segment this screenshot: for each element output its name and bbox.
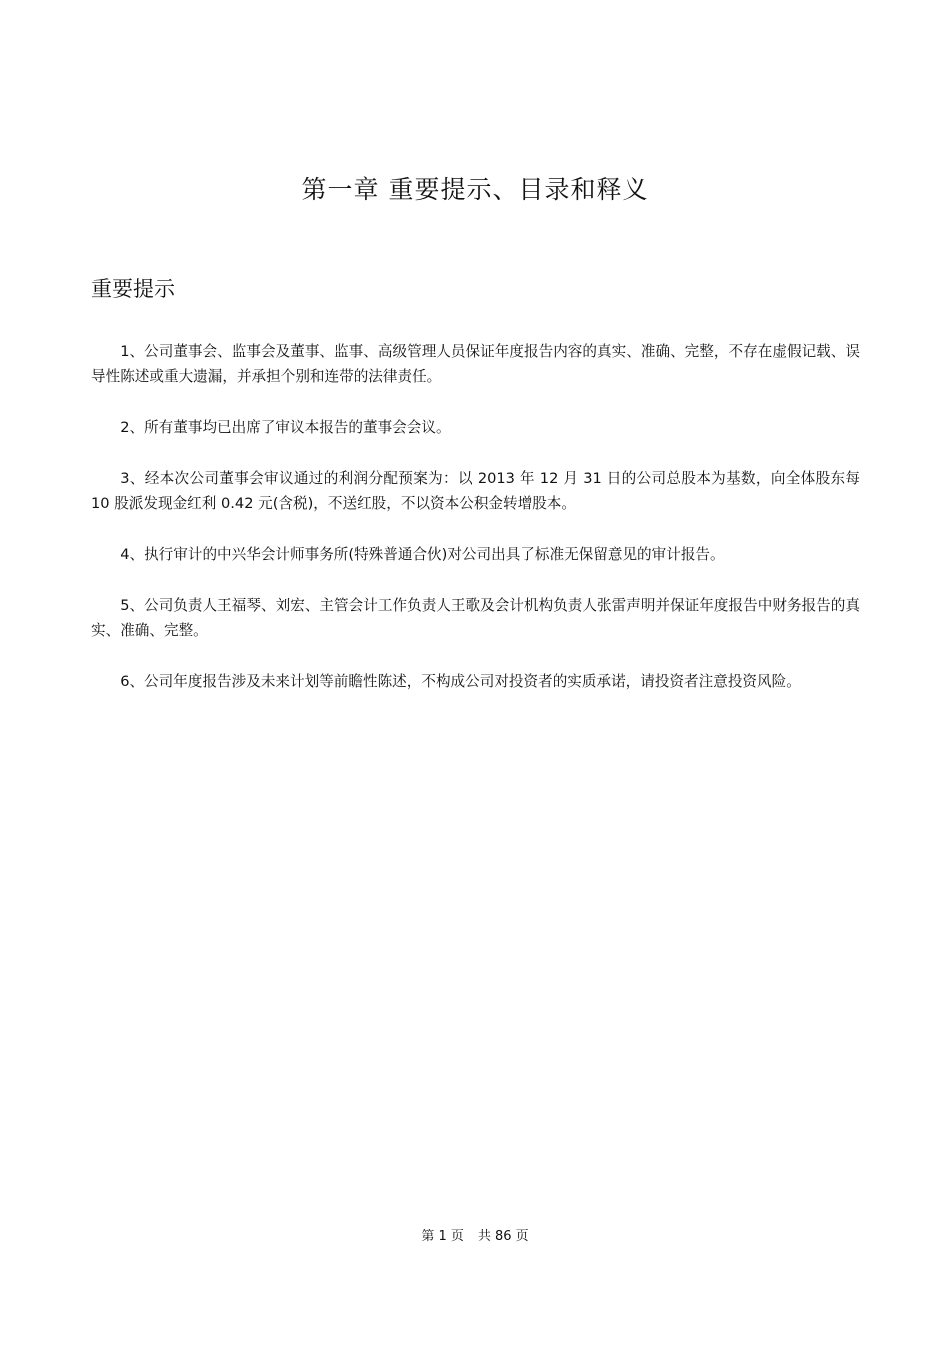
page-footer: [0, 1227, 950, 1247]
notice-list: [91, 339, 860, 720]
section-title: 重要提示: [91, 277, 175, 301]
page-number: 第 1 页: [421, 1229, 464, 1244]
notice-paragraph-3: 3、经本次公司董事会审议通过的利润分配预案为：以 2013 年 12 月 31 日的公司总股本为基数，向全体股东每 10 股派发现金红利 0.42 元(含税)，不送红股，不以资本公积金转增股本。: [91, 470, 860, 512]
notice-paragraph-1: 1、公司董事会、监事会及董事、监事、高级管理人员保证年度报告内容的真实、准确、完整，不存在虚假记载、误导性陈述或重大遗漏，并承担个别和连带的法律责任。: [91, 343, 860, 385]
notice-paragraph-2: 2、所有董事均已出席了审议本报告的董事会会议。: [120, 419, 451, 436]
chapter-title: 第一章 重要提示、目录和释义: [301, 175, 649, 204]
notice-paragraph-6: 6、公司年度报告涉及未来计划等前瞻性陈述，不构成公司对投资者的实质承诺，请投资者注意投资风险。: [120, 673, 801, 690]
notice-paragraph-5: 5、公司负责人王福琴、刘宏、主管会计工作负责人王歌及会计机构负责人张雷声明并保证年度报告中财务报告的真实、准确、完整。: [91, 597, 860, 639]
page-total: 共 86 页: [477, 1229, 529, 1244]
notice-paragraph-4: 4、执行审计的中兴华会计师事务所(特殊普通合伙)对公司出具了标准无保留意见的审计报告。: [120, 546, 725, 563]
